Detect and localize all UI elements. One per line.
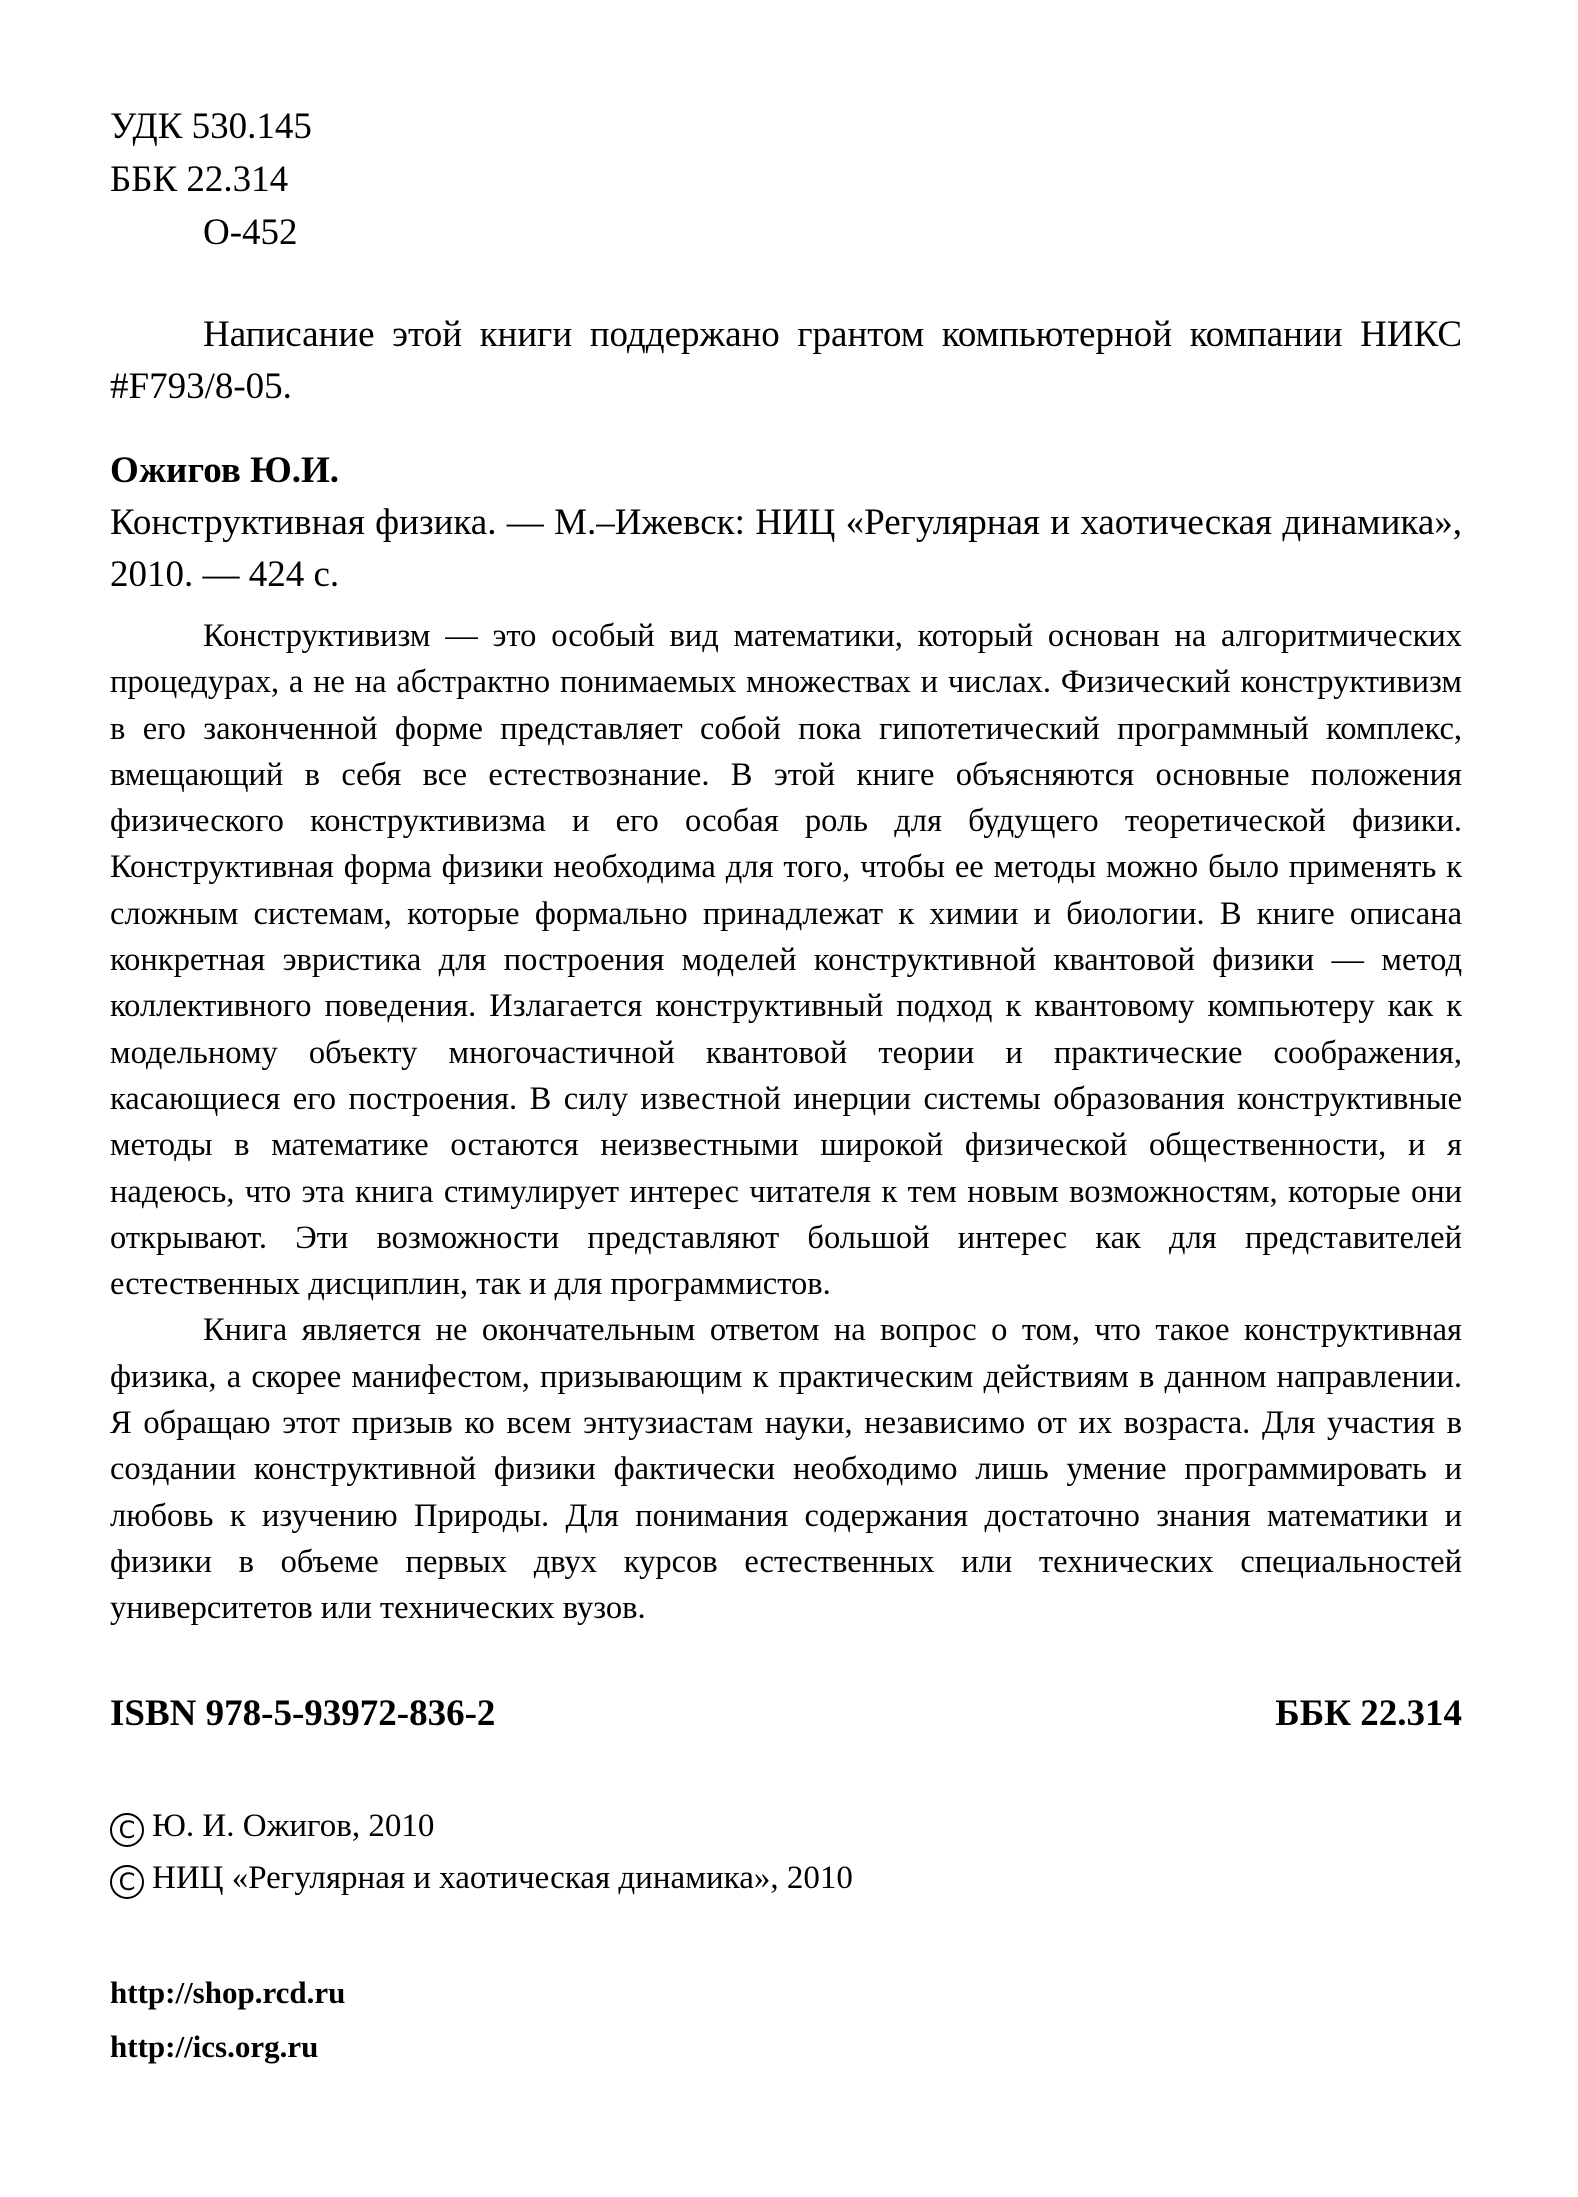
copyright-icon: C (110, 1865, 144, 1899)
grant-note: Написание этой книги поддержано грантом компьютерной компании НИКС #F793/8-05. (110, 314, 1462, 407)
bbk-footer-code: ББК 22.314 (1275, 1692, 1462, 1734)
udk-code: УДК 530.145 (110, 106, 312, 147)
copyright-icon: C (110, 1813, 144, 1847)
copyright-block (110, 1800, 1462, 1904)
classification-block (110, 100, 1462, 259)
abstract-paragraph-1: Конструктивизм — это особый вид математики, который основан на алгоритмических процедурах, а не на абстрактно понимаемых множествах и числах. Физический конструктивизм в его законченной форме представляет собой пока гипотетический программный комплекс, вмещающий в себя все естествознание. В этой книге объясняются основные положения физического конструктивизма и его особая роль для будущего теоретической физики. Конструктивная форма физики необходима для того, чтобы ее методы можно было применять к сложным системам, которые формально принадлежат к химии и биологии. В книге описана конкретная эвристика для построения моделей конструктивной квантовой физики — метод коллективного поведения. Излагается конструктивный подход к квантовому компьютеру как к модельному объекту многочастичной квантовой теории и практические соображения, касающиеся его построения. В силу известной инерции системы образования конструктивные методы в математике остаются неизвестными широкой физической общественности, и я надеюсь, что эта книга стимулирует интерес читателя к тем новым возможностям, которые они открывают. Эти возможности представляют большой интерес как для представителей естественных дисциплин, так и для программистов. (110, 618, 1462, 1303)
copyright-line (110, 1800, 1462, 1852)
shop-link[interactable]: http://shop.rcd.ru (110, 1974, 346, 2010)
copyright-line (110, 1852, 1462, 1904)
abstract-paragraph-2: Книга является не окончательным ответом на вопрос о том, что такое конструктивная физика, а скорее манифестом, призывающим к практическим действиям в данном направлении. Я обращаю этот призыв ко всем энтузиастам науки, независимо от их возраста. Для участия в создании конструктивной физики фактически необходимо лишь умение программировать и любовь к изучению Природы. Для понимания содержания достаточно знания математики и физики в объеме первых двух курсов естественных или технических специальностей университетов или технических вузов. (110, 1312, 1462, 1627)
isbn-row (110, 1688, 1462, 1740)
document-page (110, 100, 1462, 2074)
isbn-number: ISBN 978-5-93972-836-2 (110, 1692, 496, 1734)
author-name: Ожигов Ю.И. (110, 450, 340, 491)
copyright-publisher: НИЦ «Регулярная и хаотическая динамика», 2010 (152, 1859, 853, 1896)
author-mark-code: О-452 (203, 212, 298, 253)
bibliographic-record: Конструктивная физика. — М.–Ижевск: НИЦ «Регулярная и хаотическая динамика», 2010. — 424 с. (110, 502, 1462, 595)
ics-link[interactable]: http://ics.org.ru (110, 2028, 319, 2064)
copyright-author: Ю. И. Ожигов, 2010 (152, 1807, 435, 1844)
links-block (110, 1966, 1462, 2074)
bbk-code: ББК 22.314 (110, 159, 289, 200)
